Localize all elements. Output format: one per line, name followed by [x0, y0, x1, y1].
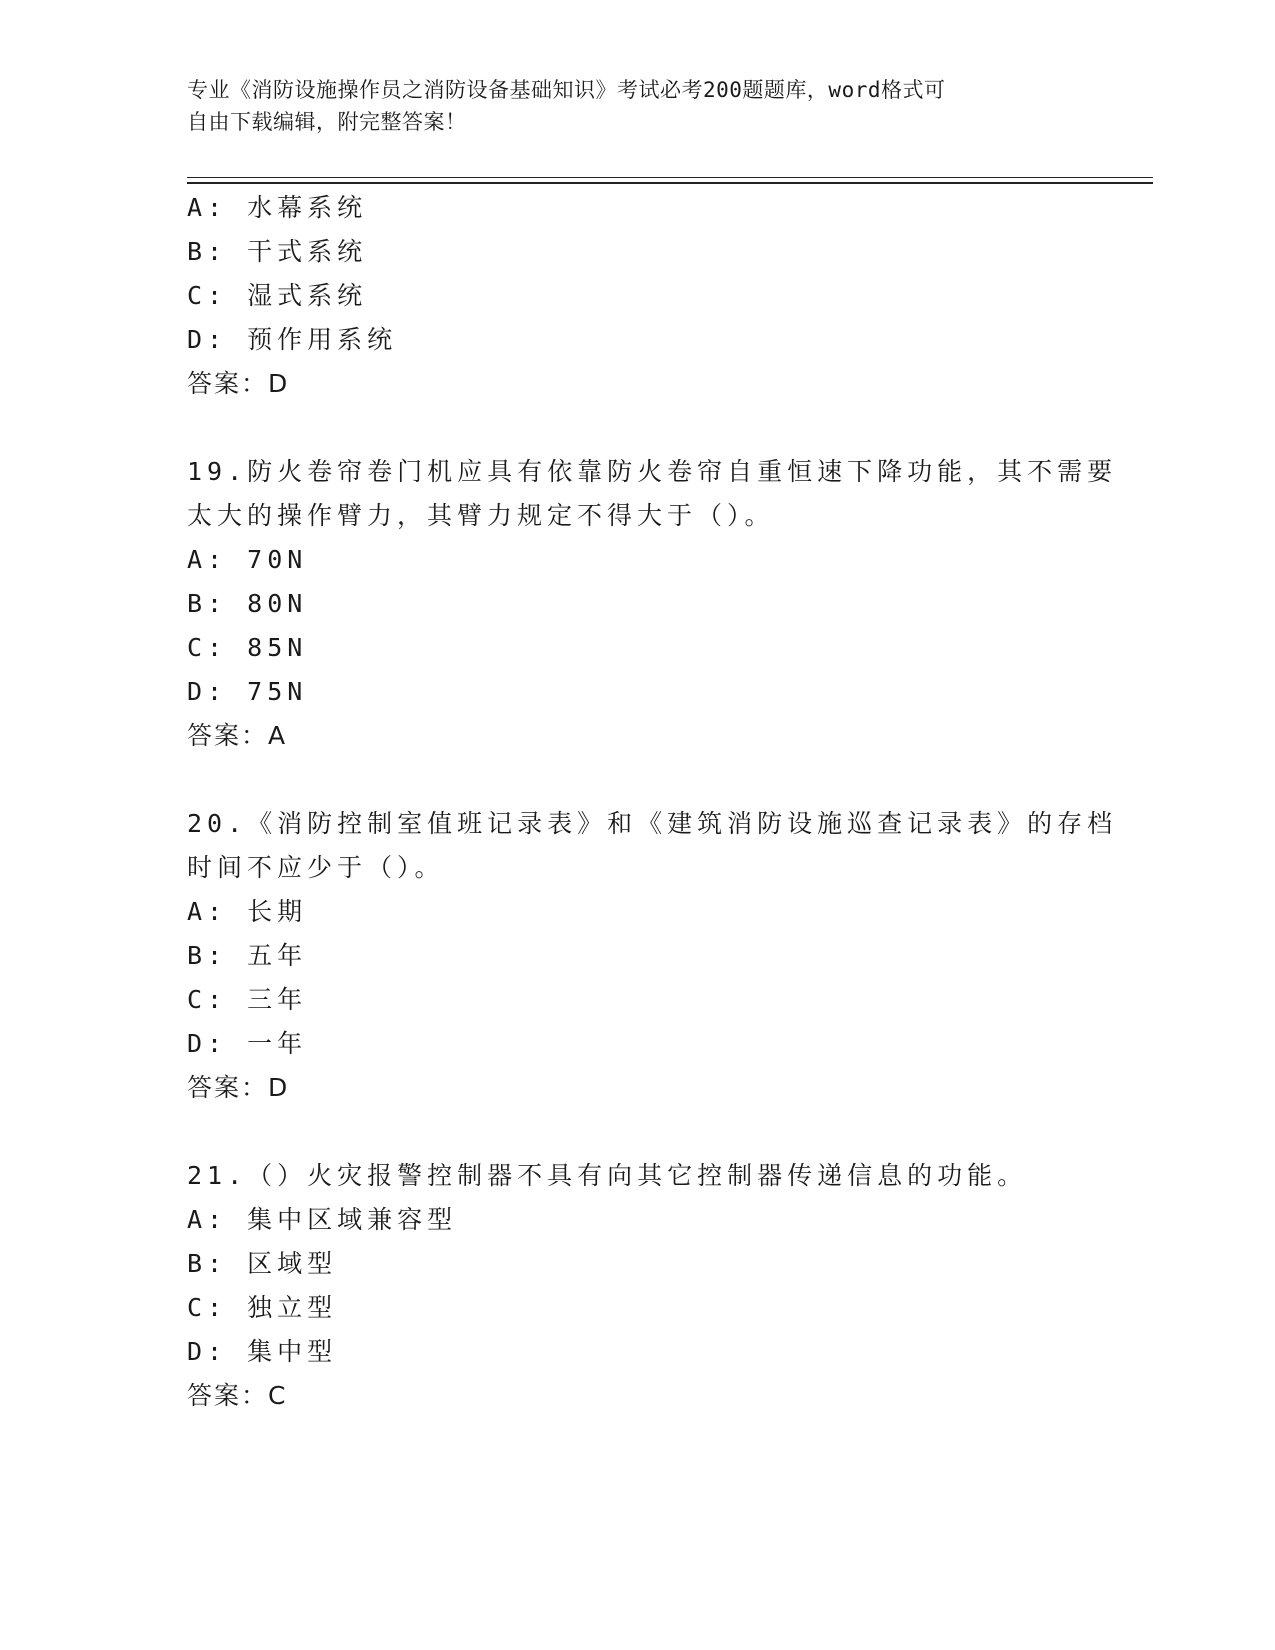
q19-stem-line-1: 19.防火卷帘卷门机应具有依靠防火卷帘自重恒速下降功能，其不需要: [187, 457, 1118, 486]
q21-stem-line-1: 21.（）火灾报警控制器不具有向其它控制器传递信息的功能。: [187, 1161, 1028, 1190]
q19-option-a: A: 70N: [187, 545, 308, 574]
q18-option-b: B: 干式系统: [187, 237, 368, 266]
q19-option-d: D: 75N: [187, 677, 308, 706]
q18-option-c: C: 湿式系统: [187, 281, 368, 310]
document-header: [187, 74, 1087, 138]
q21-option-d: D: 集中型: [187, 1337, 338, 1366]
q21-option-a: A: 集中区域兼容型: [187, 1205, 458, 1234]
q20-option-d: D: 一年: [187, 1029, 308, 1058]
q20-answer: 答案：D: [187, 1073, 290, 1102]
q20-option-c: C: 三年: [187, 985, 308, 1014]
q19-option-b: B: 80N: [187, 589, 308, 618]
header-divider-thin: [187, 177, 1153, 178]
q18-answer: 答案：D: [187, 369, 290, 398]
q21-answer: 答案：C: [187, 1381, 288, 1410]
q20-stem-line-1: 20.《消防控制室值班记录表》和《建筑消防设施巡查记录表》的存档: [187, 809, 1118, 838]
q21-option-c: C: 独立型: [187, 1293, 338, 1322]
header-divider-thick: [187, 182, 1153, 184]
q20-option-b: B: 五年: [187, 941, 308, 970]
q20-stem-line-2: 时间不应少于（）。: [187, 853, 445, 882]
q20-option-a: A: 长期: [187, 897, 308, 926]
header-title-line-1: 专业《消防设施操作员之消防设备基础知识》考试必考200题题库，word格式可: [187, 78, 946, 102]
header-title-line-2: 自由下载编辑，附完整答案！: [187, 110, 467, 134]
q18-option-a: A: 水幕系统: [187, 193, 368, 222]
q19-stem-line-2: 太大的操作臂力，其臂力规定不得大于（）。: [187, 501, 775, 530]
q19-answer: 答案：A: [187, 721, 288, 750]
q21-option-b: B: 区域型: [187, 1249, 338, 1278]
q19-option-c: C: 85N: [187, 633, 308, 662]
q18-option-d: D: 预作用系统: [187, 325, 398, 354]
